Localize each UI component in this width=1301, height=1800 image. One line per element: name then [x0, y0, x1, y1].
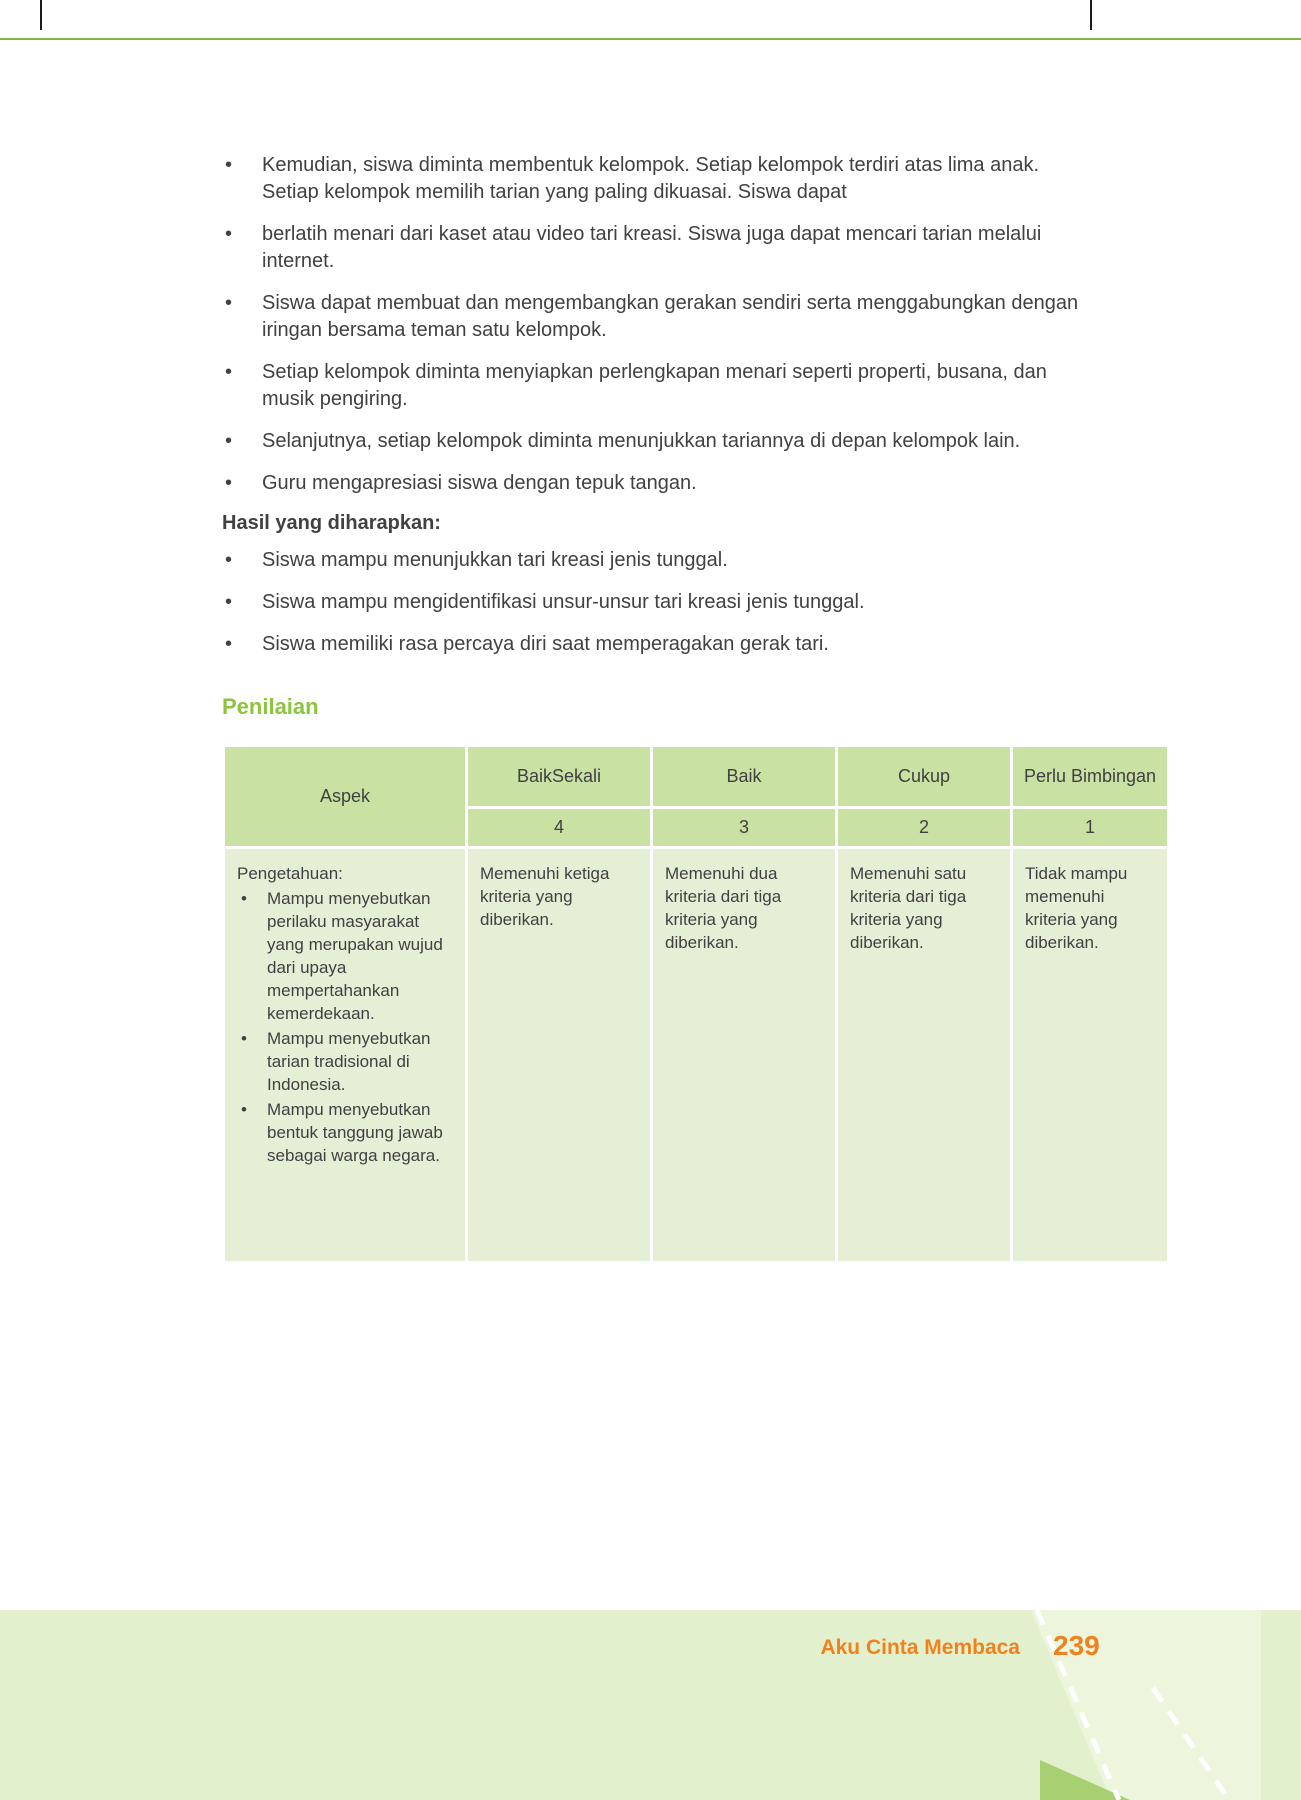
- instruction-bullet: • Selanjutnya, setiap kelompok diminta menunjukkan tariannya di depan kelompok lain.: [222, 428, 1082, 455]
- assessment-heading: Penilaian: [222, 694, 319, 719]
- aspect-point: • Mampu menyebutkan perilaku masyarakat yang merupakan wujud dari upaya mempertahankan kemerdekaan.: [237, 887, 453, 1025]
- aspect-title: Pengetahuan:: [237, 864, 343, 883]
- score-cell-1: 1: [1012, 808, 1169, 848]
- aspect-cell: [224, 848, 467, 1263]
- expected-result-bullet: • Siswa memiliki rasa percaya diri saat memperagakan gerak tari.: [222, 631, 1082, 658]
- footer-book-title: Aku Cinta Membaca: [820, 1636, 1020, 1659]
- header-cell-perlu-bimbingan: Perlu Bimbingan: [1012, 746, 1169, 808]
- score-cell-3: 3: [652, 808, 837, 848]
- header-cell-cukup: Cukup: [837, 746, 1012, 808]
- expected-results-heading: Hasil yang diharapkan:: [222, 512, 441, 534]
- instruction-bullet: • Siswa dapat membuat dan mengembangkan gerakan sendiri serta menggabungkan dengan iringan bersama teman satu kelompok.: [222, 290, 1082, 344]
- header-cell-baik: Baik: [652, 746, 837, 808]
- score-cell-2: 2: [837, 808, 1012, 848]
- aspect-point-list: [237, 887, 453, 1167]
- page-footer: [0, 1610, 1301, 1800]
- expected-result-bullet: • Siswa mampu menunjukkan tari kreasi jenis tunggal.: [222, 547, 1082, 574]
- top-green-rule: [0, 38, 1301, 40]
- expected-result-bullet: • Siswa mampu mengidentifikasi unsur-unsur tari kreasi jenis tunggal.: [222, 589, 1082, 616]
- criteria-cell-baik: Memenuhi dua kriteria dari tiga kriteria yang diberikan.: [652, 848, 837, 1263]
- instruction-bullet: • Kemudian, siswa diminta membentuk kelompok. Setiap kelompok terdiri atas lima anak. Setiap kelompok memilih tarian yang paling dikuasai. Siswa dapat: [222, 152, 1082, 206]
- instruction-bullet: • Guru mengapresiasi siswa dengan tepuk tangan.: [222, 470, 1082, 497]
- expected-results-list: [222, 547, 1174, 658]
- crop-mark-left: [40, 0, 42, 30]
- score-cell-4: 4: [467, 808, 652, 848]
- instruction-bullet: • berlatih menari dari kaset atau video tari kreasi. Siswa juga dapat mencari tarian melalui internet.: [222, 221, 1082, 275]
- aspect-point: • Mampu menyebutkan tarian tradisional di Indonesia.: [237, 1027, 453, 1096]
- assessment-table: [222, 744, 1170, 1264]
- criteria-cell-baik-sekali: Memenuhi ketiga kriteria yang diberikan.: [467, 848, 652, 1263]
- aspect-point: • Mampu menyebutkan bentuk tanggung jawab sebagai warga negara.: [237, 1098, 453, 1167]
- page-content: [222, 152, 1174, 1264]
- criteria-cell-cukup: Memenuhi satu kriteria dari tiga kriteria yang diberikan.: [837, 848, 1012, 1263]
- instruction-bullet-list: [222, 152, 1174, 497]
- criteria-cell-perlu-bimbingan: Tidak mampu memenuhi kriteria yang diberikan.: [1012, 848, 1169, 1263]
- crop-mark-right: [1090, 0, 1092, 30]
- header-cell-aspek: Aspek: [224, 746, 467, 848]
- table-header-row: [224, 746, 1169, 808]
- instruction-bullet: • Setiap kelompok diminta menyiapkan perlengkapan menari seperti properti, busana, dan musik pengiring.: [222, 359, 1082, 413]
- header-cell-baik-sekali: BaikSekali: [467, 746, 652, 808]
- table-row: [224, 848, 1169, 1263]
- footer-page-number: 239: [1053, 1630, 1100, 1661]
